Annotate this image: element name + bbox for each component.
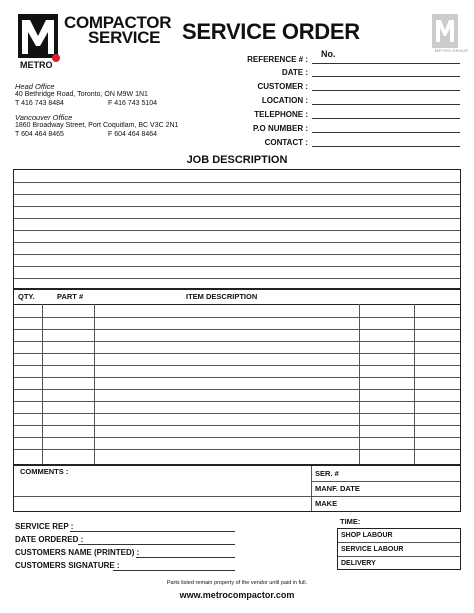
head-office-heading: Head Office [15, 82, 55, 91]
job-description-box[interactable] [13, 169, 461, 289]
head-office-phone: T 416 743 8484 [15, 100, 64, 107]
service-labour-label: SERVICE LABOUR [341, 546, 404, 553]
ser-number-label: SER. # [315, 469, 339, 478]
telephone-field[interactable] [312, 118, 460, 119]
date-ordered-label: DATE ORDERED : [15, 535, 84, 544]
page-title: SERVICE ORDER [182, 19, 360, 44]
date-label: DATE : [281, 68, 308, 77]
po-number-label: P.O NUMBER : [253, 124, 308, 133]
vancouver-office-address: 1860 Broadway Street, Port Coquitlam, BC V3C 2N1 [15, 122, 179, 129]
vancouver-office-heading: Vancouver Office [15, 113, 73, 122]
delivery-label: DELIVERY [341, 560, 376, 567]
contact-field[interactable] [312, 146, 460, 147]
group-logo-text: METRO GROUP [435, 48, 469, 53]
footer-note: Parts listed remain property of the vendor until paid in full. [166, 580, 308, 586]
comments-label: COMMENTS : [20, 467, 69, 476]
job-description-title: JOB DESCRIPTION [186, 154, 288, 166]
customer-field[interactable] [312, 90, 460, 91]
telephone-label: TELEPHONE : [254, 110, 308, 119]
head-office-fax: F 416 743 5104 [108, 100, 158, 107]
location-field[interactable] [312, 104, 460, 105]
service-rep-field[interactable] [70, 531, 235, 532]
customers-signature-field[interactable] [113, 570, 235, 571]
items-table [13, 289, 461, 465]
time-label: TIME: [340, 517, 361, 526]
location-label: LOCATION : [261, 96, 308, 105]
customers-name-field[interactable] [136, 557, 235, 558]
item-description-header: ITEM DESCRIPTION [186, 292, 258, 301]
manf-date-label: MANF. DATE [315, 484, 360, 493]
vancouver-office-phone: T 604 464 8465 [15, 131, 64, 138]
shop-labour-label: SHOP LABOUR [341, 532, 393, 539]
qty-header: QTY. [18, 292, 35, 301]
vancouver-office-fax: F 604 464 8464 [108, 131, 158, 138]
customers-signature-label: CUSTOMERS SIGNATURE : [15, 561, 120, 570]
brand-line-1: COMPACTOR [64, 13, 172, 32]
comments-box[interactable] [13, 465, 461, 512]
date-field[interactable] [312, 76, 460, 77]
contact-label: CONTACT : [264, 138, 308, 147]
metro-group-logo-icon [432, 14, 458, 48]
customers-name-label: CUSTOMERS NAME (PRINTED) : [15, 548, 140, 557]
part-header: PART # [57, 292, 84, 301]
customer-label: CUSTOMER : [257, 82, 308, 91]
head-office-address: 40 Bethridge Road, Toronto, ON M9W 1N1 [15, 91, 148, 98]
reference-label: REFERENCE # : [247, 55, 308, 64]
logo-text: METRO [20, 60, 53, 70]
po-number-field[interactable] [312, 132, 460, 133]
service-rep-label: SERVICE REP : [15, 522, 74, 531]
metro-logo-icon [18, 14, 62, 70]
website-link[interactable]: www.metrocompactor.com [179, 590, 295, 600]
brand-line-2: SERVICE [88, 28, 161, 47]
make-label: MAKE [315, 499, 338, 508]
reference-field[interactable] [312, 63, 460, 64]
date-ordered-field[interactable] [78, 544, 235, 545]
number-label: No. [321, 49, 336, 59]
